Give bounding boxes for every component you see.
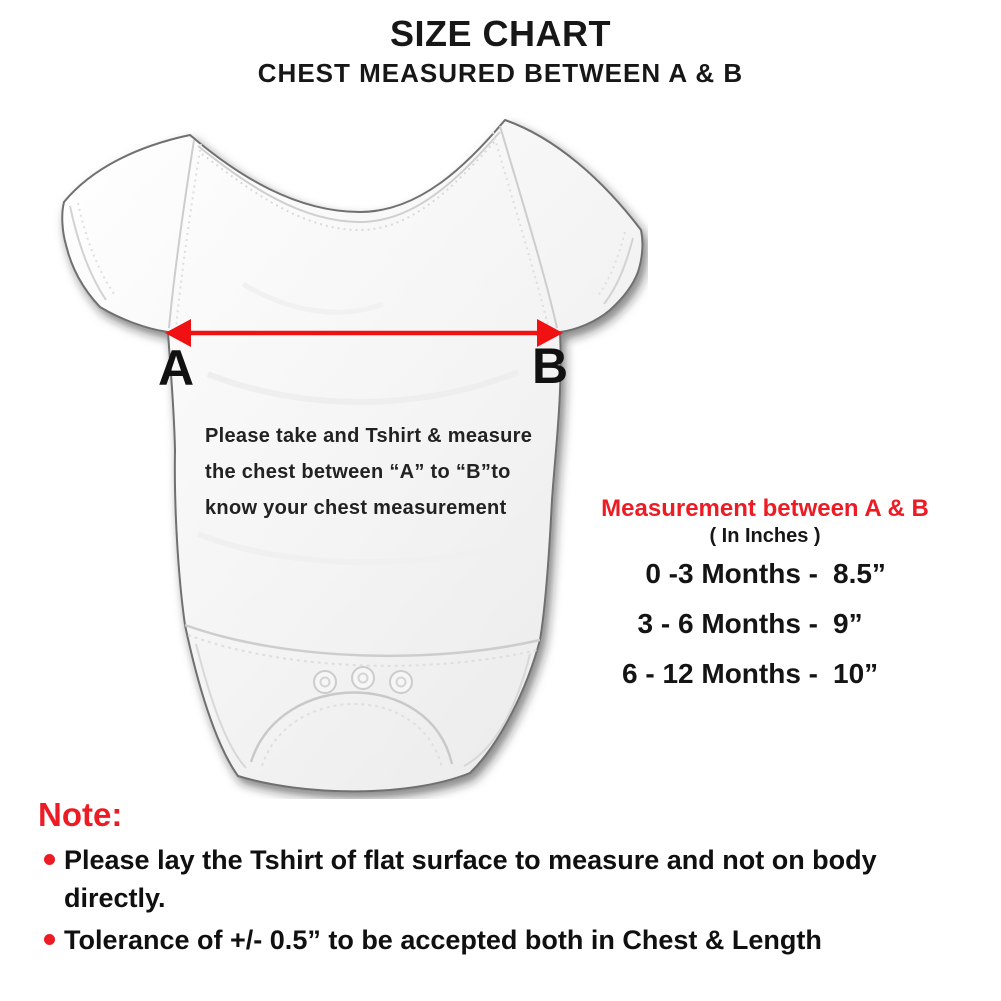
measure-instruction: [205, 418, 532, 526]
point-a-label: A: [158, 340, 195, 396]
size-table: [553, 557, 977, 691]
page-subtitle: CHEST MEASURED BETWEEN A & B: [257, 58, 744, 88]
size-row-0-3-months: [553, 557, 977, 591]
size-value: 9”: [833, 608, 863, 639]
note-title: Note:: [38, 796, 123, 833]
size-label: 6 - 12 Months -: [621, 658, 818, 689]
size-value: 8.5”: [833, 558, 886, 589]
note-text: Please lay the Tshirt of flat surface to measure and not on body directly.: [64, 845, 877, 913]
header: [0, 12, 1001, 88]
instruction-line-3: know your chest measurement: [205, 497, 507, 519]
size-row-3-6-months: [553, 607, 977, 641]
instruction-line-1: Please take and Tshirt & measure: [205, 425, 533, 447]
bullet-icon: [44, 854, 55, 865]
page-title: SIZE CHART: [390, 13, 611, 54]
note-list: [38, 841, 988, 959]
measurement-heading: Measurement between A & B: [601, 495, 929, 522]
size-label: 0 -3 Months -: [645, 558, 818, 589]
note-section: [38, 794, 988, 963]
point-b-label: B: [532, 338, 569, 394]
size-value: 10”: [833, 658, 879, 689]
note-text: Tolerance of +/- 0.5” to be accepted both in Chest & Length: [64, 925, 822, 955]
note-item: [38, 921, 988, 959]
note-item: [38, 841, 988, 917]
snap-buttons: [314, 667, 412, 693]
size-row-6-12-months: [553, 657, 977, 691]
measurement-panel: [553, 496, 977, 707]
instruction-line-2: the chest between “A” to “B”to: [205, 461, 511, 483]
size-label: 3 - 6 Months -: [637, 608, 818, 639]
measurement-unit: ( In Inches ): [709, 525, 821, 547]
bullet-icon: [44, 934, 55, 945]
